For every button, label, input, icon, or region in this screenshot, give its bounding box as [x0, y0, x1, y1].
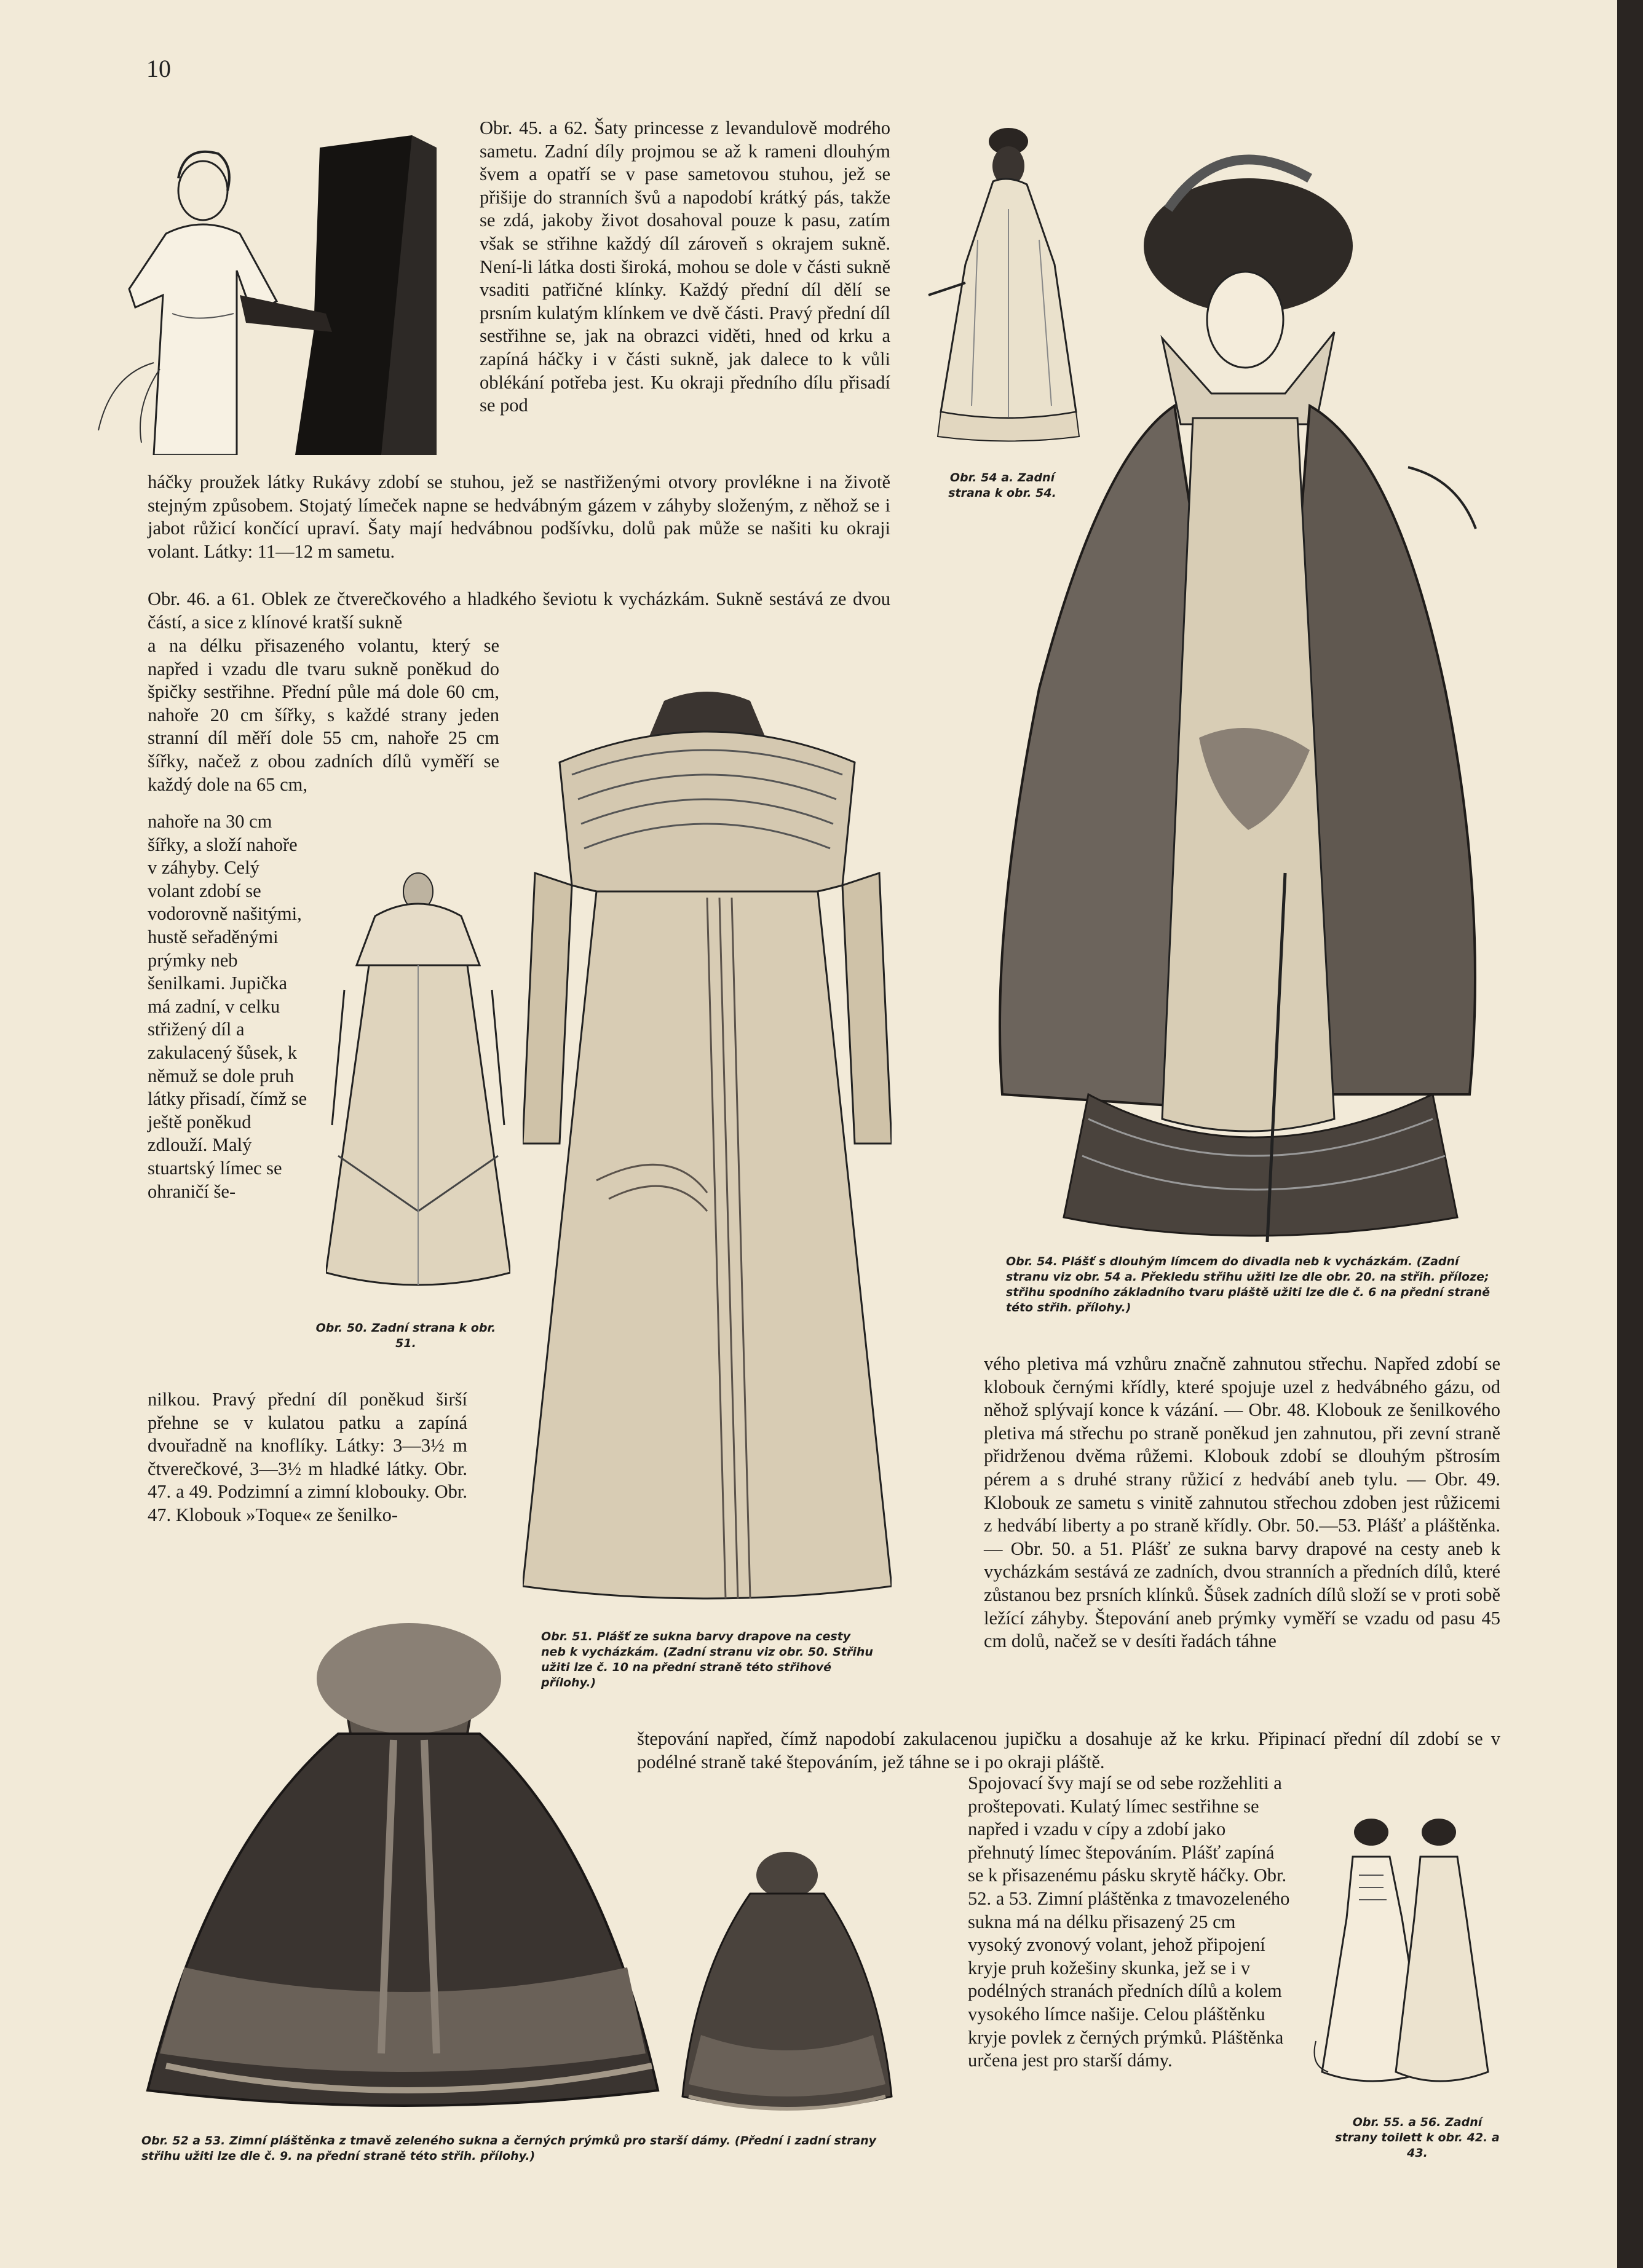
fur-trimmed-winter-cape-illustration [135, 1623, 670, 2115]
figure-54 [965, 135, 1506, 1242]
page-edge [1617, 0, 1643, 2268]
caption-54: Obr. 54. Plášť s dlouhým límcem do divadla neb k vycházkám. (Zadní stranu viz obr. 54 a. Překledu střihu užiti lze dle obr. 20. na střih. příloze; střihu spodního základního tvaru pláště užiti lze dle č. 6 na přední straně této střih. přílohy.) [1006, 1255, 1491, 1314]
page-number: 10 [146, 55, 171, 82]
text-block-51-wide: štepování napřed, čímž napodobí zakulacenou jupičku a dosahuje až ke krku. Připinací přední díl zdobí se v podélné straně také štepováním, jež táhne se i po okraji pláště. [637, 1728, 1500, 1772]
back-views-of-two-dresses-illustration [1310, 1808, 1494, 2096]
text-block-46-narrow: nahoře na 30 cm šířky, a složí nahoře v záhyby. Celý volant zdobí se vodorovně našitými, hustě seřaděnými prýmky neb šenilkami. Jupička má zadní, v celku střižený díl a zakulacený šůsek, k němuž se dole pruh látky přisadí, čímž se ještě poněkud zdlouží. Malý stuartský límec se ohraničí še- [148, 811, 307, 1202]
figure-52 [135, 1623, 670, 2115]
drab-cloth-coat-illustration [523, 689, 892, 1611]
small-winter-cape-illustration [676, 1851, 898, 2115]
figure-53 [676, 1851, 898, 2115]
caption-54a: Obr. 54 a. Zadní strana k obr. 54. [948, 471, 1056, 500]
text-block-45-cont: háčky proužek látky Rukávy zdobí se stuhou, jež se nastřiženými otvory provlékne i na životě stejným způsobem. Stojatý límeček napne se hedvábným gázem v záhyby složeným, z něhož se i jabot růžicí končící upraví. Šaty mají hedvábnou podšívku, dolů pak může se našiti ku okraji volant. Látky: 11—12 m sametu. [148, 472, 890, 562]
figure-50 [326, 867, 510, 1297]
text-block-48-51: vého pletiva má vzhůru značně zahnutou střechu. Napřed zdobí se klobouk černými křídly, které spojuje uzel z hedvábného gázu, od něhož splývají konce k vázání. — Obr. 48. Klobouk ze šenilkového pletiva má střechu po straně poněkud jen zahnutou, při zevní straně přidrženou dvěma růžemi. Klobouk zdobí se dlouhým pštrosím pérem a s druhé strany růžicí z hedvábí aneb tylu. — Obr. 49. Klobouk ze sametu s vinitě zahnutou střechou zdoben jest růžicemi z hedvábí liberty a po straně křídly. Obr. 50.—53. Plášť a pláštěnka. — Obr. 50. a 51. Plášť ze sukna barvy drapové na cesty aneb k vycházkám sestává ze zadních, dvou stranních a předních dílů, které zůstanou bez prsních klínků. Šůsek zadních dílů složí se v proti sobě ležící záhyby. Štepování aneb prýmky vyměří se vzadu od pasu 45 cm dolů, načež se v desíti řadách táhne [984, 1353, 1500, 1652]
woman-in-long-collar-cloak-illustration [965, 135, 1506, 1242]
caption-51: Obr. 51. Plášť ze sukna barvy drapove na cesty neb k vycházkám. (Zadní stranu viz obr. 50. Střihu užiti lze č. 10 na přední straně této střihové přílohy.) [541, 1630, 873, 1689]
figure-45 [92, 111, 437, 455]
caption-52: Obr. 52 a 53. Zimní pláštěnka z tmavě zeleného sukna a černých prýmků pro starší dámy. (Přední i zadní strany střihu užiti lze dle č. 9. na přední straně této střih. přílohy.) [141, 2134, 877, 2163]
text-block-45: Obr. 45. a 62. Šaty princesse z levandulově modrého sametu. Zadní díly projmou se až k rameni dlouhým švem a opatří se v pase sametovou stuhou, jež se přišije do stranních švů a napodobí krátký pás, takže se zdá, jakoby život dosahoval pouze k pasu, zatím však se střihne každý díl zároveň s okrajem sukně. Není-li látka dosti široká, mohou se dole v části sukně vsaditi patřičné klínky. Každý přední díl dělí se prsním kulatým klínkem ve dvě části. Pravý přední díl sestřihne se, jak na obrazci viděti, hned od krku a zapíná háčky i v části sukně, jak dalece to k vůli oblékání potřeba jest. Ku okraji předního dílu přisadí se pod [480, 117, 890, 416]
text-block-52: Spojovací švy mají se od sebe rozžehliti a proštepovati. Kulatý límec sestřihne se napřed i vzadu v cípy a zdobí jako přehnutý límec štepováním. Plášť zapíná se k přisazenému pásku skrytě háčky. Obr. 52. a 53. Zimní pláštěnka z tmavozeleného sukna má na délku přisazený 25 cm vysoký zvonový volant, jehož připojení kryje pruh kožešiny skunka, jež se i v podélných stranách předních dílů a kolem vysokého límce našije. Celou pláštěnku kryje povlek z černých prýmků. Pláštěnka určena jest pro starší dámy. [968, 1772, 1290, 2071]
text-block-46-cont: a na délku přisazeného volantu, který se napřed i vzadu dle tvaru sukně poněkud do špičky sestřihne. Přední půle má dole 60 cm, nahoře 20 cm šířky, s každé strany jeden stranní díl měří dole 55 cm, nahoře 25 cm šířky, načež z obou zadních dílů vyměří se každý dole na 65 cm, [148, 635, 499, 795]
text-block-47: nilkou. Pravý přední díl poněkud širší přehne se v kulatou patku a zapíná dvouřadně na knoflíky. Látky: 3—3½ m čtverečkové, 3—3½ m hladké látky. Obr. 47. a 49. Podzimní a zimní klobouky. Obr. 47. Klobouk »Toque« ze šenilko- [148, 1389, 467, 1525]
caption-50: Obr. 50. Zadní strana k obr. 51. [315, 1321, 496, 1350]
caption-55: Obr. 55. a 56. Zadní strany toilett k obr. 42. a 43. [1335, 2116, 1500, 2160]
woman-in-princess-dress-illustration [92, 111, 437, 455]
figure-55 [1310, 1808, 1494, 2096]
figure-51 [523, 689, 892, 1611]
back-of-coat-illustration [326, 867, 510, 1297]
text-block-46: Obr. 46. a 61. Oblek ze čtverečkového a hladkého ševiotu k vycházkám. Sukně sestává ze dvou částí, a sice z klínové kratší sukně [148, 588, 890, 633]
